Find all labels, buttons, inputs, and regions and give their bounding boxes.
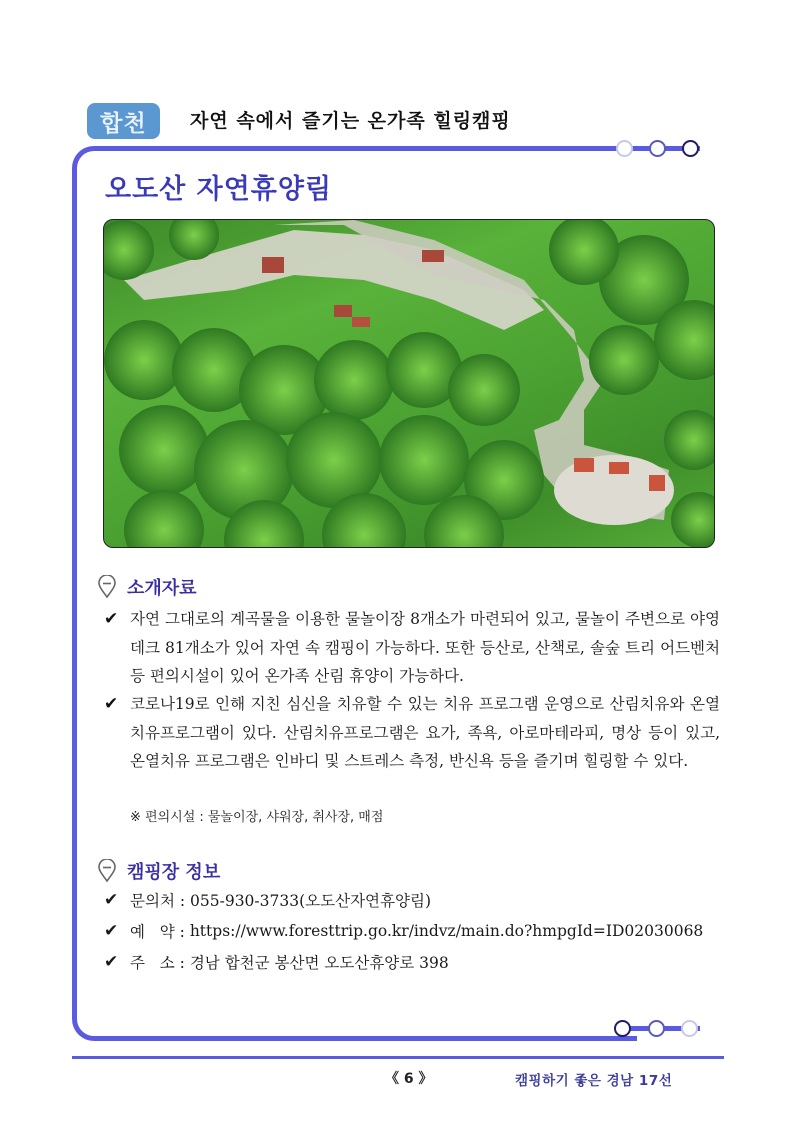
map-pin-icon: [97, 575, 117, 599]
contact-label: 문의처 :: [130, 892, 186, 910]
reservation-label: 예 약 :: [130, 923, 185, 941]
checkmark-icon: ✔: [104, 694, 119, 714]
footer-book-title: 캠핑하기 좋은 경남 17선: [515, 1073, 673, 1089]
circle-deco-icon: [649, 140, 666, 157]
aerial-photo: [103, 219, 715, 548]
checkmark-icon: ✔: [104, 921, 119, 941]
header-subtitle: 자연 속에서 즐기는 온가족 힐링캠핑: [190, 110, 511, 132]
intro-bullet: [104, 605, 720, 691]
address-value: 경남 합천군 봉산면 오도산휴양로 398: [189, 954, 449, 972]
address-line: [104, 951, 449, 973]
checkmark-icon: ✔: [104, 609, 119, 629]
intro-bullet-text: 자연 그대로의 계곡물을 이용한 물놀이장 8개소가 마련되어 있고, 물놀이 주변으로 야영데크 81개소가 있어 자연 속 캠핑이 가능하다. 또한 등산로, 산책로, 솔숲 트리 어드벤처 등 편의시설이 있어 온가족 산림 휴양이 가능하다.: [130, 610, 720, 685]
circle-deco-icon: [648, 1020, 665, 1037]
facilities-note: ※ 편의시설 : 물놀이장, 샤워장, 취사장, 매점: [130, 810, 384, 825]
reservation-line: [104, 920, 703, 942]
circle-deco-icon: [616, 140, 633, 157]
circle-deco-icon: [614, 1020, 631, 1037]
map-pin-icon: [97, 859, 117, 883]
place-title: 오도산 자연휴양림: [105, 174, 333, 205]
circle-deco-icon: [682, 140, 699, 157]
checkmark-icon: ✔: [104, 890, 119, 910]
address-label: 주 소 :: [130, 954, 185, 972]
forest-illustration: [104, 220, 714, 547]
camp-info-heading: [97, 858, 220, 884]
contact-value: 055-930-3733(오도산자연휴양림): [190, 892, 431, 910]
circle-deco-icon: [681, 1020, 698, 1037]
contact-line: [104, 889, 431, 911]
footer-rule: [72, 1056, 724, 1059]
camp-info-heading-label: 캠핑장 정보: [127, 862, 221, 883]
reservation-link[interactable]: https://www.foresttrip.go.kr/indvz/main.do?hmpgId=ID02030068: [189, 922, 704, 940]
page-number: 《 6 》: [385, 1071, 433, 1087]
checkmark-icon: ✔: [104, 952, 119, 972]
intro-heading-label: 소개자료: [127, 578, 197, 599]
intro-bullet: [104, 690, 720, 776]
intro-heading: [97, 574, 197, 600]
region-badge: 합천: [87, 103, 160, 139]
intro-bullet-text: 코로나19로 인해 지친 심신을 치유할 수 있는 치유 프로그램 운영으로 산림치유와 온열치유프로그램이 있다. 산림치유프로그램은 요가, 족욕, 아로마테라피, 명상 등이 있고, 온열치유 프로그램은 인바디 및 스트레스 측정, 반신욕 등을 즐기며 힐링할 수 있다.: [130, 695, 720, 770]
